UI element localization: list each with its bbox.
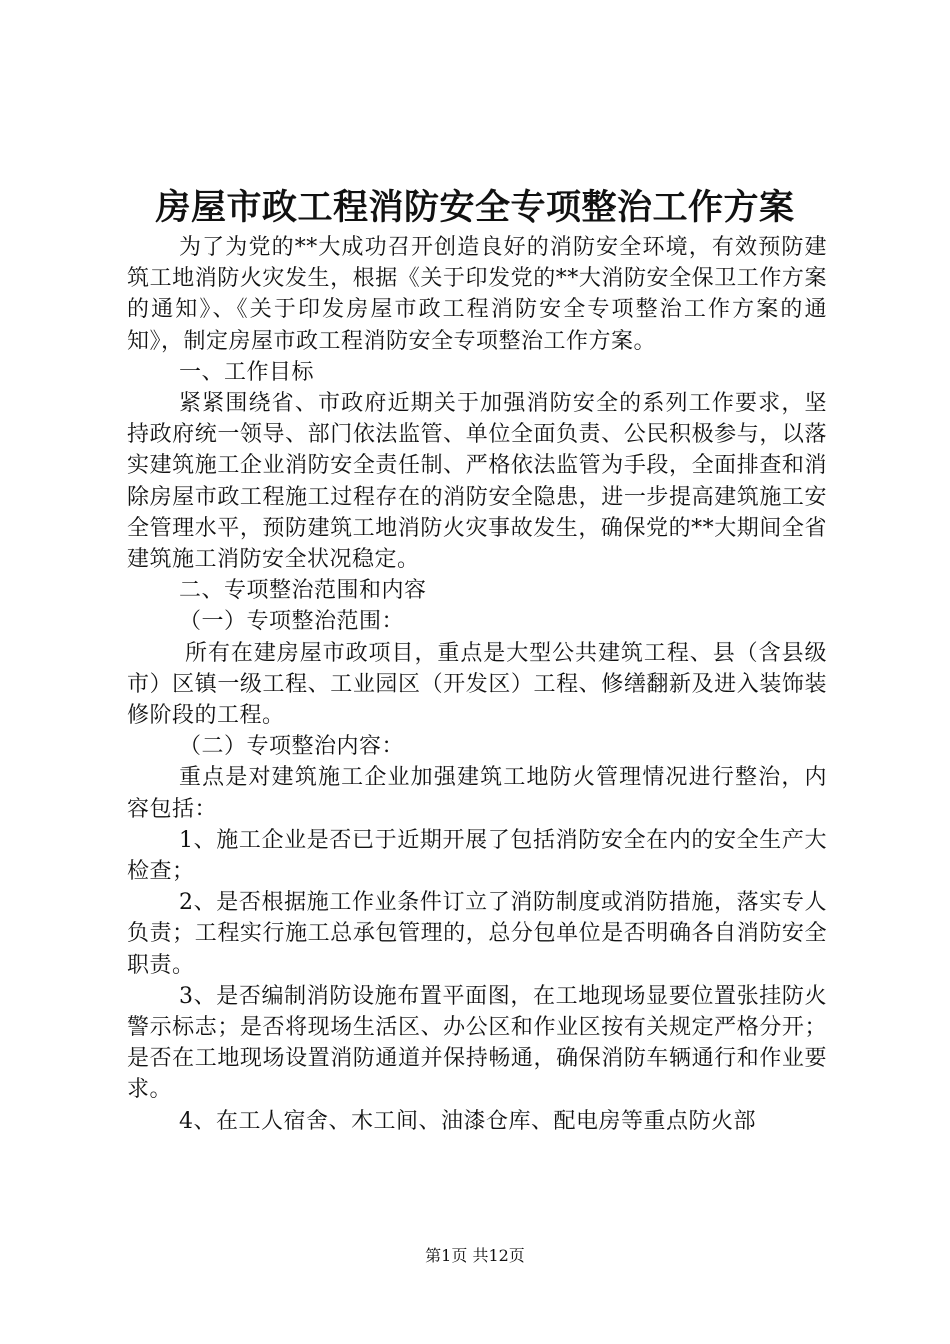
subheading-scope: （一）专项整治范围： [179, 609, 405, 635]
list-item-3: 3、是否编制消防设施布置平面图，在工地现场显要位置张挂防火警示标志；是否将现场生活区、办公区和作业区按有关规定严格分开；是否在工地现场设置消防通道并保持畅通，确保消防车辆通行和作业要求。 [127, 983, 827, 1103]
heading-work-goal: 一、工作目标 [179, 359, 315, 385]
paragraph-work-goal: 紧紧围绕省、市政府近期关于加强消防安全的系列工作要求，坚持政府统一领导、部门依法监管、单位全面负责、公民积极参与，以落实建筑施工企业消防安全责任制、严格依法监管为手段，全面排查和消除房屋市政工程施工过程存在的消防安全隐患，进一步提高建筑施工安全管理水平，预防建筑工地消防火灾事故发生，确保党的**大期间全省建筑施工消防安全状况稳定。 [127, 391, 827, 573]
heading-scope-content: 二、专项整治范围和内容 [179, 578, 427, 604]
document-title: 房屋市政工程消防安全专项整治工作方案 [155, 187, 795, 228]
page-footer: 第1页 共12页 [425, 1246, 525, 1265]
paragraph-scope: 所有在建房屋市政项目，重点是大型公共建筑工程、县（含县级市）区镇一级工程、工业园区（开发区）工程、修缮翻新及进入装饰装修阶段的工程。 [127, 640, 827, 729]
document-body [127, 232, 827, 1137]
paragraph-intro: 为了为党的**大成功召开创造良好的消防安全环境，有效预防建筑工地消防火灾发生，根据《关于印发党的**大消防安全保卫工作方案的通知》、《关于印发房屋市政工程消防安全专项整治工作方案的通知》，制定房屋市政工程消防安全专项整治工作方案。 [127, 235, 827, 354]
subheading-content: （二）专项整治内容： [179, 734, 405, 760]
paragraph-content: 重点是对建筑施工企业加强建筑工地防火管理情况进行整治，内容包括： [127, 765, 827, 822]
list-item-1: 1、施工企业是否已于近期开展了包括消防安全在内的安全生产大检查； [127, 827, 827, 885]
list-item-2: 2、是否根据施工作业条件订立了消防制度或消防措施，落实专人负责；工程实行施工总承包管理的，总分包单位是否明确各自消防安全职责。 [127, 890, 827, 978]
list-item-4: 4、在工人宿舍、木工间、油漆仓库、配电房等重点防火部 [179, 1108, 756, 1134]
